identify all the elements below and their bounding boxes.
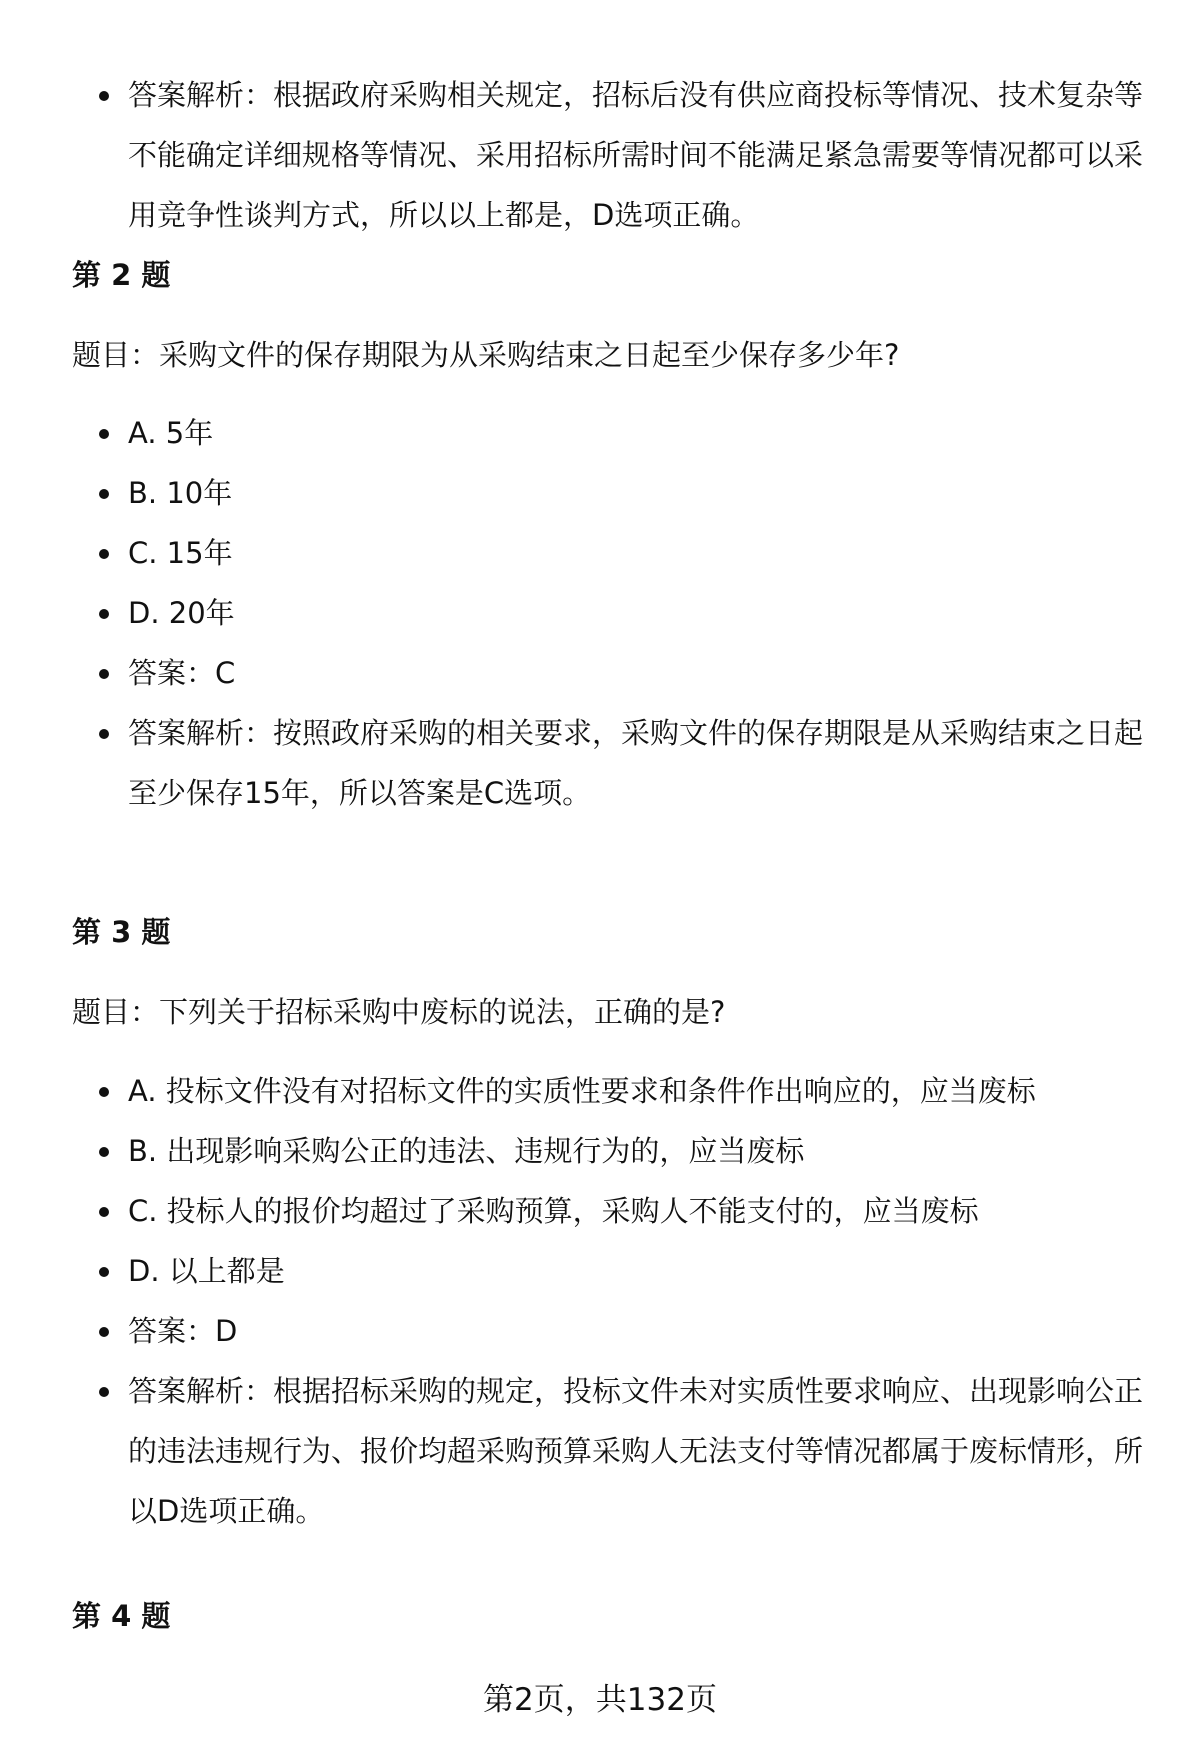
q2-question-text: 题目：采购文件的保存期限为从采购结束之日起至少保存多少年? [72,338,900,372]
q3-option-d: D. 以上都是 [72,1241,1152,1301]
q2-option-b: B. 10年 [72,463,1152,523]
q3-explanation: 答案解析：根据招标采购的规定，投标文件未对实质性要求响应、出现影响公正的违法违规行为、报价均超采购预算采购人无法支付等情况都属于废标情形，所以D选项正确。 [72,1361,1152,1541]
q4-heading: 第 4 题 [72,1599,171,1633]
q3-question-text: 题目：下列关于招标采购中废标的说法，正确的是? [72,995,726,1029]
q1-bullet-list [72,65,1152,245]
q2-explanation: 答案解析：按照政府采购的相关要求，采购文件的保存期限是从采购结束之日起至少保存15年，所以答案是C选项。 [72,703,1152,823]
q3-options-block [72,1061,1152,1541]
q3-heading: 第 3 题 [72,915,171,949]
q2-bullet-list [72,403,1152,823]
q3-option-a: A. 投标文件没有对招标文件的实质性要求和条件作出响应的，应当废标 [72,1061,1152,1121]
q1-explanation: 答案解析：根据政府采购相关规定，招标后没有供应商投标等情况、技术复杂等不能确定详细规格等情况、采用招标所需时间不能满足紧急需要等情况都可以采用竞争性谈判方式，所以以上都是，D选项正确。 [72,65,1152,245]
q2-answer: 答案：C [72,643,1152,703]
q1-explanation-block [72,65,1152,245]
q2-options-block [72,403,1152,823]
page-footer: 第2页，共132页 [483,1682,717,1718]
q2-heading: 第 2 题 [72,258,171,292]
q2-option-a: A. 5年 [72,403,1152,463]
q3-answer: 答案：D [72,1301,1152,1361]
q3-option-b: B. 出现影响采购公正的违法、违规行为的，应当废标 [72,1121,1152,1181]
q3-option-c: C. 投标人的报价均超过了采购预算，采购人不能支付的，应当废标 [72,1181,1152,1241]
q2-option-d: D. 20年 [72,583,1152,643]
q3-bullet-list [72,1061,1152,1541]
q2-option-c: C. 15年 [72,523,1152,583]
